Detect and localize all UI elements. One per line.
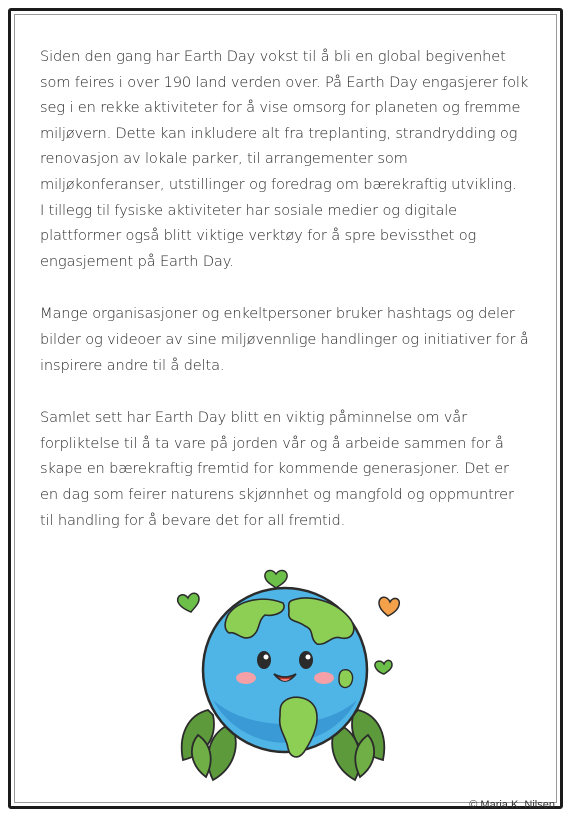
text-line: plattformer også blitt viktige verktøy for å spre bevissthet og xyxy=(40,227,477,245)
article-body xyxy=(40,44,536,560)
green-heart-icon xyxy=(375,660,392,674)
text-line: inspirere andre til å delta. xyxy=(40,356,225,374)
text-line: Mange organisasjoner og enkeltpersoner bruker hashtags og deler xyxy=(40,305,515,323)
green-heart-icon xyxy=(265,570,287,588)
text-line: Siden den gang har Earth Day vokst til å bli en global begivenhet xyxy=(40,48,506,65)
paragraph-3 xyxy=(40,405,536,533)
paragraph-2 xyxy=(40,301,536,378)
text-line: seg i en rekke aktiviteter for å vise omsorg for planeten og fremme xyxy=(40,99,521,117)
paragraph-1 xyxy=(40,44,536,274)
text-line: til handling for å bevare det for all fremtid. xyxy=(40,511,346,529)
text-line: forpliktelse til å ta vare på jorden vår og å arbeide sammen for å xyxy=(40,434,504,452)
copyright-credit: © Maria K. Nilsen xyxy=(469,799,555,811)
text-line: I tillegg til fysiske aktiviteter har sosiale medier og digitale xyxy=(40,201,457,219)
text-line: bilder og videoer av sine miljøvennlige handlinger og initiativer for å xyxy=(40,330,529,348)
text-line: miljøvern. Dette kan inkludere alt fra treplanting, strandrydding og xyxy=(40,124,518,142)
green-heart-icon xyxy=(178,593,199,612)
text-line: som feires i over 190 land verden over. På Earth Day engasjerer folk xyxy=(40,73,529,91)
orange-heart-icon xyxy=(379,597,399,616)
text-line: renovasjon av lokale parker, til arrangementer som xyxy=(40,150,408,168)
text-line: skape en bærekraftig fremtid for kommende generasjoner. Det er xyxy=(40,460,509,478)
text-line: Samlet sett har Earth Day blitt en viktig påminnelse om vår xyxy=(40,409,467,427)
smiling-earth-icon xyxy=(168,560,418,785)
text-line: miljøkonferanser, utstillinger og foredrag om bærekraftig utvikling. xyxy=(40,175,517,193)
text-line: engasjement på Earth Day. xyxy=(40,252,234,270)
text-line: en dag som feirer naturens skjønnhet og mangfold og oppmuntrer xyxy=(40,485,514,503)
